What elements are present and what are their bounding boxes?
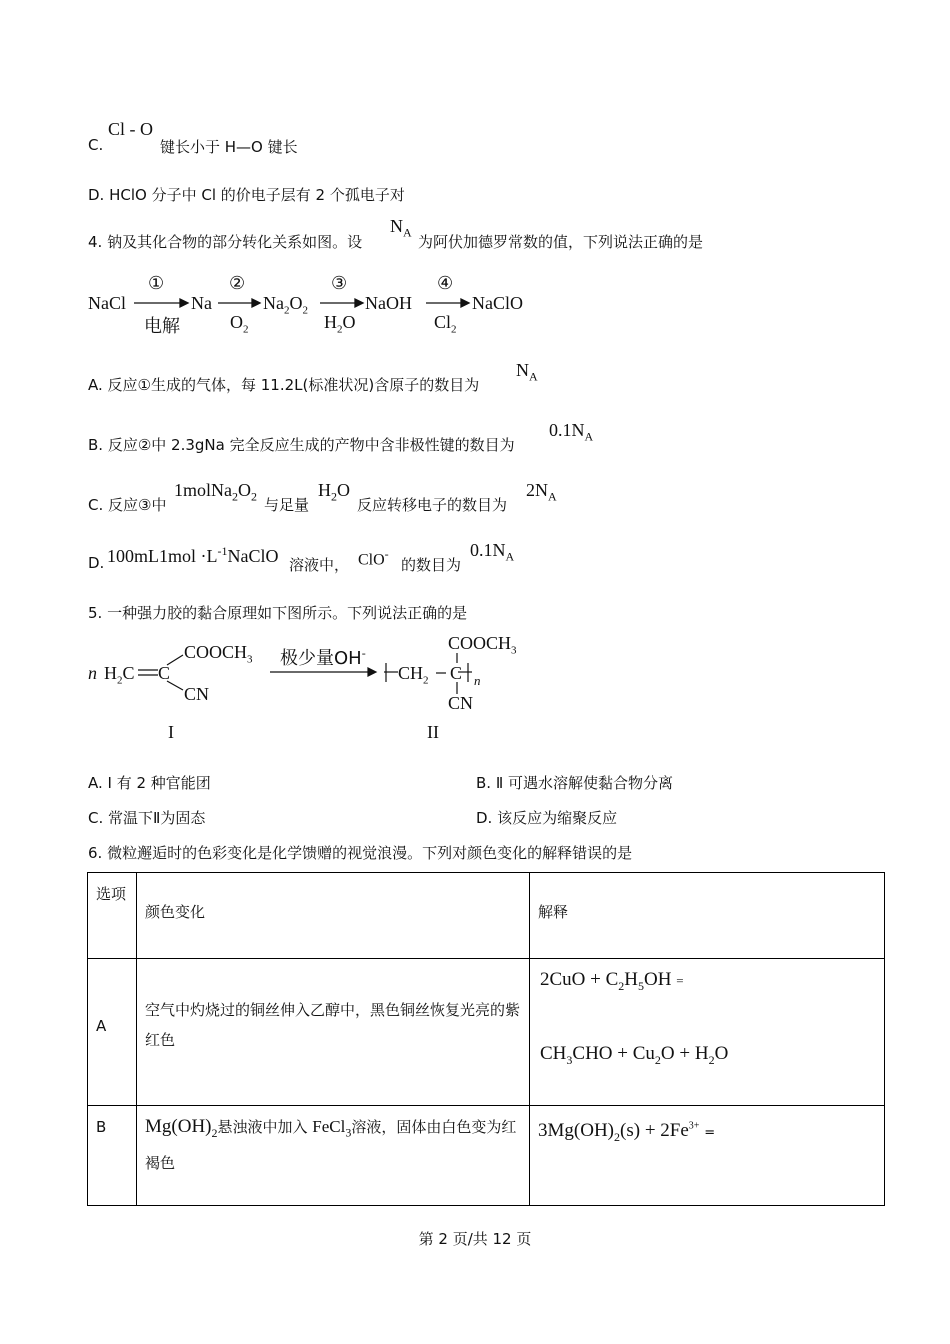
scheme-naclo: NaClO <box>472 293 523 313</box>
q4-option-d-ion: ClO- <box>358 547 389 569</box>
label-i: I <box>168 722 174 742</box>
step-2-number: ② <box>229 273 246 293</box>
q6-table <box>87 872 885 1206</box>
row-a-explanation <box>530 959 885 1106</box>
step-4-number: ④ <box>437 273 454 293</box>
q3-option-c-formula: Cl - O <box>108 119 153 139</box>
table-row-b <box>88 1106 885 1206</box>
q4-option-c-value: $2N_A$ <box>526 480 557 504</box>
q4-stem-a: 4. 钠及其化合物的部分转化关系如图。设 <box>88 233 363 251</box>
scheme-nacl: NaCl <box>88 293 126 313</box>
q4-option-d-a: 溶液中， <box>289 556 350 574</box>
step-1-number: ① <box>148 273 165 293</box>
polymer-c: C <box>450 663 463 683</box>
q4-option-c-a: C. 反应③中 <box>88 496 167 514</box>
step-3-number: ③ <box>331 273 348 293</box>
q4-option-c-formula: $1molNa_2O_2$ <box>174 480 257 504</box>
q6-stem: 6. 微粒邂逅时的色彩变化是化学馈赠的视觉浪漫。下列对颜色变化的解释错误的是 <box>88 844 633 862</box>
row-b-option: B <box>88 1106 137 1206</box>
row-a-option: A <box>88 959 137 1106</box>
header-explanation: 解释 <box>530 873 885 959</box>
q5-option-b: B. Ⅱ 可遇水溶解使黏合物分离 <box>476 774 673 792</box>
q4-option-b-value: $0.1N_A$ <box>549 420 594 444</box>
reaction-n: n <box>88 663 97 683</box>
q5-option-c: C. 常温下Ⅱ为固态 <box>88 809 206 827</box>
row-a-change: 空气中灼烧过的铜丝伸入乙醇中，黑色铜丝恢复光亮的紫红色 <box>137 959 530 1106</box>
q4-option-d-b: 的数目为 <box>401 556 462 574</box>
polymer-ch2: $CH_2$ <box>398 663 429 687</box>
header-change: 颜色变化 <box>137 873 530 959</box>
step-2-condition: $O_2$ <box>230 312 249 336</box>
scheme-arrows <box>0 0 950 350</box>
header-option: 选项 <box>88 873 137 959</box>
scheme-na: Na <box>191 293 212 313</box>
polymer-n: n <box>474 673 481 688</box>
step-4-condition: $Cl_2$ <box>434 312 457 336</box>
label-ii: II <box>427 722 439 742</box>
row-b-change: $Mg(OH)_2$悬浊液中加入 FeCl$_3$溶液，固体由白色变为红褐色 <box>137 1106 530 1206</box>
q4-option-c-b: 与足量 <box>264 496 310 514</box>
row-b-explanation: $3Mg(OH)_2(s) + 2Fe^{3+}$ = <box>530 1106 885 1206</box>
monomer-cn: CN <box>184 684 210 704</box>
q4-option-c-c: 反应转移电子的数目为 <box>357 496 508 514</box>
q4-option-a-value: $N_A$ <box>516 360 538 384</box>
q4-option-d-formula: $100mL1mol \cdot L^{-1}NaClO$ <box>107 544 279 566</box>
monomer-h2c: $H_2C$ <box>104 663 135 687</box>
q4-option-d-value: $0.1N_A$ <box>470 540 515 564</box>
q4-stem-b: 为阿伏加德罗常数的值，下列说法正确的是 <box>418 233 704 251</box>
q3-option-c-label: C. <box>88 136 104 154</box>
q3-option-d: D. HClO 分子中 Cl 的价电子层有 2 个孤电子对 <box>88 186 405 204</box>
row-a-eq2: $CH_3CHO + Cu_2O + H_2O$ <box>540 1043 729 1067</box>
polymer-cn: CN <box>448 693 474 713</box>
q5-option-a: A. Ⅰ 有 2 种官能团 <box>88 774 211 792</box>
q5-option-d: D. 该反应为缩聚反应 <box>476 809 618 827</box>
q4-option-a: A. 反应①生成的气体，每 11.2L(标准状况)含原子的数目为 <box>88 376 480 394</box>
q4-option-b: B. 反应②中 2.3gNa 完全反应生成的产物中含非极性键的数目为 <box>88 436 515 454</box>
table-row-a <box>88 959 885 1106</box>
reaction-condition: 极少量OH- <box>280 646 366 669</box>
monomer-cooch3: $COOCH_3$ <box>184 642 253 666</box>
q5-stem: 5. 一种强力胶的黏合原理如下图所示。下列说法正确的是 <box>88 604 468 622</box>
polymer-cooch3: $COOCH_3$ <box>448 633 517 657</box>
row-a-eq1: $2CuO + C_2H_5OH$ = <box>540 969 684 993</box>
q3-option-c-text: 键长小于 H—O 键长 <box>160 138 298 156</box>
table-header-row <box>88 873 885 959</box>
monomer-c: C <box>158 663 171 683</box>
q4-na-symbol: $N_A$ <box>390 216 412 240</box>
step-3-condition: $H_2O$ <box>324 312 356 336</box>
scheme-naoh: NaOH <box>365 293 412 313</box>
scheme-na2o2: $Na_2O_2$ <box>263 293 308 317</box>
step-1-condition: 电解 <box>144 316 180 336</box>
page-footer: 第 2 页/共 12 页 <box>418 1230 532 1248</box>
q4-option-c-water: $H_2O$ <box>318 480 350 504</box>
q4-option-d-label: D. <box>88 554 105 572</box>
